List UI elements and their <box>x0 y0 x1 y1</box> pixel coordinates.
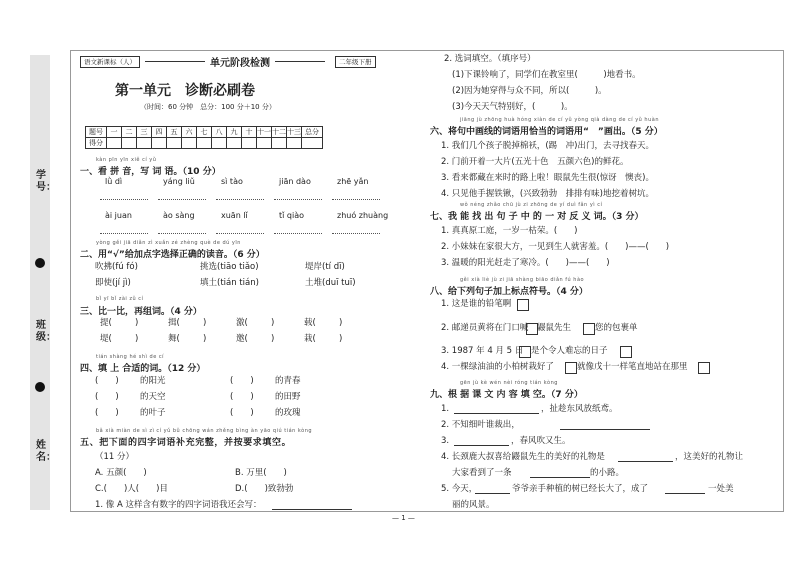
page-title: 第一单元 诊断必刷卷 <box>115 83 255 99</box>
pinyin-prompt: lǜ dì <box>105 177 123 186</box>
pronunciation-choice[interactable]: 吹拂(fú fó) <box>95 262 138 272</box>
q5-heading: 五、把下面的四字词语补充完整，并按要求填空。 <box>80 438 292 448</box>
answer-box[interactable] <box>100 189 148 200</box>
score-header-cell: 十一 <box>257 128 271 136</box>
close-paren: ) <box>135 334 139 344</box>
fill-sentence: (3)今天天气特别好，( )。 <box>452 102 573 112</box>
score-cell[interactable] <box>167 138 182 149</box>
binding-hole <box>35 258 45 268</box>
score-header-cell: 四 <box>152 127 167 138</box>
punctuation-box[interactable] <box>620 346 632 358</box>
answer-box[interactable] <box>332 223 380 234</box>
recall-text: 丽的风景。 <box>452 500 495 510</box>
header-rule <box>145 61 205 62</box>
phrase: 的田野 <box>275 392 301 402</box>
answer-box[interactable] <box>332 189 380 200</box>
choice-sentence[interactable]: 3. 看来都藏在来时的路上啦！眼鼠先生很(惊讶 懊丧)。 <box>441 173 654 183</box>
phrase: 的叶子 <box>140 408 166 418</box>
blank-paren[interactable]: ( ) <box>230 408 254 418</box>
word-compare-item: 载( <box>304 318 316 328</box>
punctuation-box[interactable] <box>698 362 710 374</box>
q9-heading: 九、根 据 课 文 内 容 填 空。（7 分） <box>430 390 583 400</box>
q8-heading: 八、给下列句子加上标点符号。（4 分） <box>430 287 588 297</box>
close-paren: ) <box>203 318 207 328</box>
pinyin-prompt: jiān dào <box>279 177 311 186</box>
answer-line[interactable] <box>454 404 539 414</box>
pinyin-prompt: zhē yǎn <box>337 177 369 186</box>
fill-sentence: (2)因为她穿得与众不同，所以( )。 <box>452 86 607 96</box>
choice-sentence[interactable]: 1. 我们几个孩子脱掉棉袄，(踢 冲)出门，去寻找春天。 <box>441 141 654 151</box>
q5-subq1: 1. 像 A 这样含有数字的四字词语我还会写： <box>95 500 262 510</box>
punct-text: 2. 邮递员黄将在门口喊 <box>441 323 529 333</box>
q7-pinyin: wǒ néng zhǎo chū jù zi zhōng de yí duì fǎn yì cí <box>460 202 603 208</box>
phrase: 的青春 <box>275 376 301 386</box>
class-label: 班级： <box>36 320 56 343</box>
score-cell[interactable] <box>152 138 167 149</box>
word-compare-item: 邀( <box>236 334 248 344</box>
score-cell[interactable] <box>107 138 122 149</box>
binding-hole <box>35 382 45 392</box>
pinyin-prompt: yáng liǔ <box>163 177 195 186</box>
score-row-label: 得分 <box>86 138 107 149</box>
blank-paren[interactable]: ( ) <box>230 376 254 386</box>
page-subtitle: （时间：60 分钟 总分：100 分＋10 分） <box>140 103 276 111</box>
answer-box[interactable] <box>216 189 264 200</box>
idiom-option[interactable]: D.( )致勃勃 <box>235 484 294 494</box>
score-table <box>85 126 323 149</box>
score-header-cell: 六 <box>182 127 197 138</box>
score-cell[interactable] <box>287 138 302 149</box>
score-header-cell: 三 <box>137 127 152 138</box>
antonym-sentence: 1. 真真原工庭，一岁一枯荣。( ) <box>441 226 578 236</box>
answer-box[interactable] <box>274 223 322 234</box>
score-header-cell: 二 <box>122 127 137 138</box>
punctuation-box[interactable] <box>519 346 531 358</box>
q1-heading: 一、看 拼 音，写 词 语。（10 分） <box>80 167 221 177</box>
score-cell[interactable] <box>272 138 287 149</box>
answer-line[interactable] <box>530 468 590 478</box>
answer-line[interactable] <box>618 452 673 462</box>
recall-text: ，这美好的礼物让 <box>675 452 744 462</box>
name-label: 姓名： <box>36 440 56 463</box>
close-paren: ) <box>203 334 207 344</box>
score-cell[interactable] <box>137 138 152 149</box>
answer-line[interactable] <box>665 484 705 494</box>
recall-text: 4. 长颈鹿大叔喜给鼹鼠先生的美好的礼物是 <box>441 452 605 462</box>
recall-text: 一处美 <box>708 484 734 494</box>
punctuation-box[interactable] <box>565 362 577 374</box>
q9-pinyin: gēn jù kè wén nèi róng tián kòng <box>460 380 558 386</box>
punct-text: 是个令人难忘的日子 <box>531 346 608 356</box>
student-id-label: 学号： <box>36 170 56 193</box>
pinyin-prompt: ào sàng <box>163 211 195 220</box>
blank-paren[interactable]: ( ) <box>95 376 119 386</box>
q8-pinyin: gěi xià liè jù zi jiā shàng biāo diǎn fú hào <box>460 277 585 283</box>
punctuation-box[interactable] <box>583 323 595 335</box>
close-paren: ) <box>271 334 275 344</box>
word-compare-item: 激( <box>236 318 248 328</box>
blank-paren[interactable]: ( ) <box>95 392 119 402</box>
pronunciation-choice[interactable]: 土堆(duī tuī) <box>305 278 356 288</box>
score-header-cell: 九 <box>227 127 242 138</box>
score-header-cell: 十 <box>242 127 257 138</box>
q4-heading: 四、填 上 合适的词。（12 分） <box>80 364 206 374</box>
close-paren: ) <box>135 318 139 328</box>
answer-line[interactable] <box>475 484 510 494</box>
pronunciation-choice[interactable]: 即使(jí jì) <box>95 278 131 288</box>
q3-heading: 三、比一比，再组词。（4 分） <box>80 307 202 317</box>
q2-pinyin: yòng gěi jiā diǎn zì xuǎn zé zhèng què de dú yīn <box>96 240 241 246</box>
header-rule <box>275 61 325 62</box>
score-header-cell: 十二 <box>272 128 286 136</box>
q3-pinyin: bǐ yī bǐ zài zǔ cí <box>96 296 144 302</box>
score-cell[interactable] <box>302 138 323 149</box>
pinyin-prompt: ài juan <box>105 211 132 220</box>
answer-box[interactable] <box>274 189 322 200</box>
score-header-cell: 十三 <box>287 128 301 136</box>
idiom-option[interactable]: B. 万里( ) <box>235 468 287 478</box>
answer-box[interactable] <box>158 223 206 234</box>
recall-text: 5. 今天， <box>441 484 478 494</box>
recall-text: 的小路。 <box>590 468 625 478</box>
answer-line[interactable] <box>454 436 509 446</box>
antonym-sentence: 2. 小妹妹在家很大方，一见到生人就害羞。( )——( ) <box>441 242 670 252</box>
answer-box[interactable] <box>100 223 148 234</box>
punct-text: 1. 这是谁的铅笔啊 <box>441 299 512 309</box>
score-cell[interactable] <box>227 138 242 149</box>
word-compare-item: 舞( <box>168 334 180 344</box>
idiom-option[interactable]: C.( )人( )目 <box>95 484 168 494</box>
recall-text: 3. <box>441 436 450 446</box>
blank-paren[interactable]: ( ) <box>95 408 119 418</box>
q5-subq2: 2. 选词填空。（填序号） <box>444 54 536 64</box>
close-paren: ) <box>339 318 343 328</box>
score-header-cell: 八 <box>212 127 227 138</box>
pinyin-prompt: sì tào <box>221 177 243 186</box>
score-header-cell: 总分 <box>302 127 323 138</box>
q1-pinyin: kàn pīn yīn xiě cí yǔ <box>96 157 157 163</box>
fill-sentence: (1)下课铃响了，同学们在教室里( )地看书。 <box>452 70 641 80</box>
score-header-cell: 题号 <box>86 127 107 138</box>
score-cell[interactable] <box>257 138 272 149</box>
pronunciation-choice[interactable]: 挑选(tiāo tiǎo) <box>200 262 259 272</box>
answer-box[interactable] <box>158 189 206 200</box>
punct-text: 鼹鼠先生 <box>537 323 572 333</box>
word-compare-item: 揖( <box>168 318 180 328</box>
phrase: 的天空 <box>140 392 166 402</box>
score-cell[interactable] <box>242 138 257 149</box>
q2-heading: 二、用“√”给加点字选择正确的读音。（6 分） <box>80 250 265 260</box>
score-header-cell: 五 <box>167 127 182 138</box>
score-cell[interactable] <box>197 138 212 149</box>
q5-pinyin: bǎ xià miàn de sì zì cí yǔ bǔ chōng wán zhěng bìng àn yāo qiú tián kòng <box>96 428 313 434</box>
q4-pinyin: tián shàng hé shì de cí <box>96 354 165 360</box>
answer-line[interactable] <box>272 500 352 510</box>
pronunciation-choice[interactable]: 填土(tián tián) <box>200 278 259 288</box>
punct-text: 4. 一棵绿油油的小柏树栽好了 <box>441 362 554 372</box>
close-paren: ) <box>271 318 275 328</box>
score-cell[interactable] <box>182 138 197 149</box>
phrase: 的玫瑰 <box>275 408 301 418</box>
punct-text: 3. 1987 年 4 月 5 日 <box>441 346 524 356</box>
header-left-tag: 语文新课标（人） <box>80 56 140 68</box>
pronunciation-choice[interactable]: 堤岸(tí dī) <box>305 262 345 272</box>
phrase: 的阳光 <box>140 376 166 386</box>
score-cell[interactable] <box>122 138 137 149</box>
pinyin-prompt: zhuó zhuàng <box>337 211 389 220</box>
header-center: 单元阶段检测 <box>210 58 270 69</box>
recall-text: 1. <box>441 404 450 414</box>
recall-text: 大家看到了一条 <box>452 468 512 478</box>
punctuation-box[interactable] <box>517 299 529 311</box>
answer-box[interactable] <box>216 223 264 234</box>
word-compare-item: 堤( <box>100 334 112 344</box>
word-compare-item: 栽( <box>304 334 316 344</box>
word-compare-item: 提( <box>100 318 112 328</box>
pinyin-prompt: tǐ qiào <box>279 211 304 220</box>
recall-text: 爷爷亲手种植的树已经长大了，成了 <box>512 484 649 494</box>
score-cell[interactable] <box>212 138 227 149</box>
punct-text: 就像戊十一样笔直地站在那里 <box>577 362 688 372</box>
choice-sentence[interactable]: 4. 只见他手握铁锹，(兴致勃勃 排排有味)地挖着树坑。 <box>441 189 654 199</box>
choice-sentence[interactable]: 2. 门前开着一大片(五光十色 五颜六色)的鲜花。 <box>441 157 629 167</box>
q7-heading: 七、我 能 找 出 句 子 中 的 一 对 反 义 词。（3 分） <box>430 212 644 222</box>
recall-text: 2. 不知细叶谁裁出， <box>441 420 520 430</box>
idiom-option[interactable]: A. 五颜( ) <box>95 468 147 478</box>
punct-text: 您的包裹单 <box>595 323 638 333</box>
blank-paren[interactable]: ( ) <box>230 392 254 402</box>
pinyin-prompt: xuān lǐ <box>221 211 248 220</box>
page-number: — 1 — <box>392 514 415 522</box>
score-header-cell: 一 <box>107 127 122 138</box>
q5-score: （11 分） <box>95 452 135 462</box>
score-header-cell: 七 <box>197 127 212 138</box>
antonym-sentence: 3. 温暖的阳光赶走了寒冷。( )——( ) <box>441 258 610 268</box>
q6-heading: 六、将句中画线的词语用恰当的词语用“ ”画出。（5 分） <box>430 127 663 137</box>
q6-pinyin: jiāng jù zhōng huà hóng xiàn de cí yǔ yòng qià dàng de cí yǔ huàn <box>460 117 660 123</box>
answer-line[interactable] <box>560 420 650 430</box>
header-right-tag: 二年级下册 <box>335 56 376 68</box>
close-paren: ) <box>339 334 343 344</box>
recall-text: ，春风吹又生。 <box>511 436 571 446</box>
recall-text: ，扯趁东风放纸鸢。 <box>541 404 618 414</box>
